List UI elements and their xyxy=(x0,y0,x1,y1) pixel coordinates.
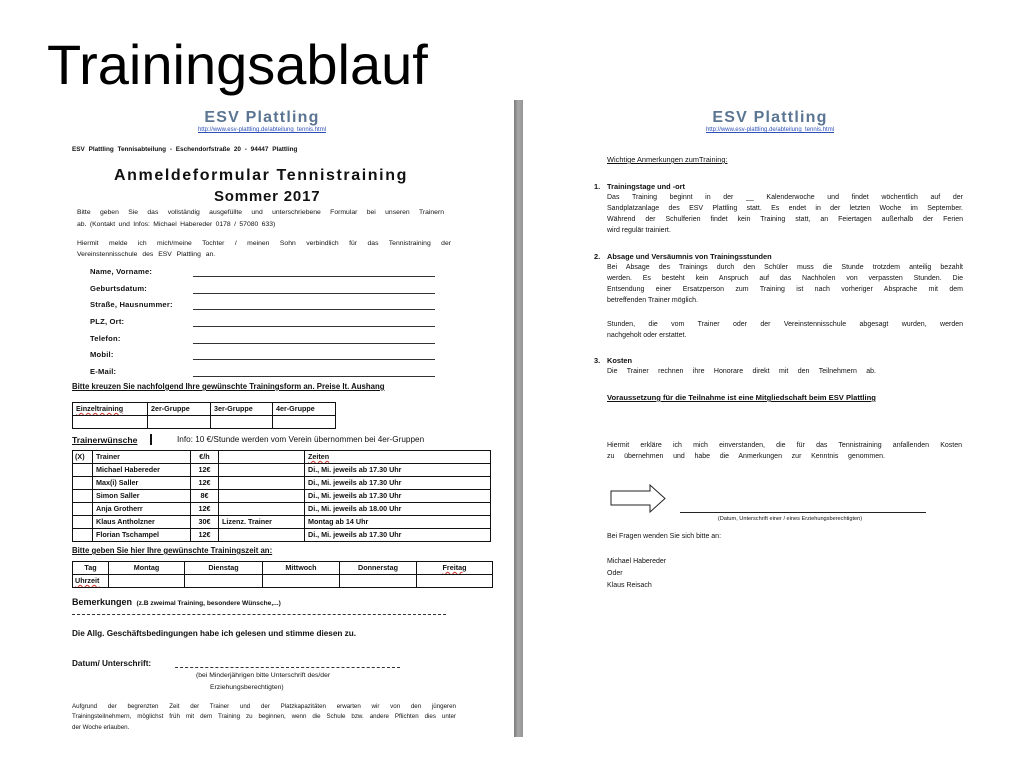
field-line-city xyxy=(193,326,435,327)
trainer-note xyxy=(219,490,305,503)
trainer-select-cell xyxy=(73,503,93,516)
consent-line: zu übernehmen und habe die Anmerkungen zur Kenntnis genommen. xyxy=(607,453,885,460)
training-form-checkbox-cell xyxy=(273,416,336,429)
trainer-rate: 12€ xyxy=(191,503,219,516)
remarks-hint: (z.B zweimal Training, besondere Wünsche,...) xyxy=(136,600,281,607)
trainer-row xyxy=(73,529,491,542)
trainer-row xyxy=(73,464,491,477)
signature-note-line: Erziehungsberechtigten) xyxy=(210,684,284,691)
page-divider xyxy=(514,100,523,737)
trainer-note: Lizenz. Trainer xyxy=(219,516,305,529)
trainer-note xyxy=(219,529,305,542)
trainer-select-cell xyxy=(73,464,93,477)
trainer-table xyxy=(72,450,491,542)
trainer-select-cell xyxy=(73,516,93,529)
column-header-note xyxy=(219,451,305,464)
training-option-label: Einzeltraining xyxy=(76,404,124,413)
signature-dashed-line xyxy=(175,667,400,668)
section-line: Die Trainer rechnen ihre Honorare direkt mit den Teilnehmern ab. xyxy=(607,368,876,375)
contact-separator: Oder xyxy=(607,570,623,577)
trainer-times: Montag ab 14 Uhr xyxy=(305,516,491,529)
training-option: 3er-Gruppe xyxy=(211,403,273,416)
intro-line: ab. (Kontakt und Infos: Michael Habereder 0178 / 57080 633) xyxy=(77,221,276,228)
section-line: nachgeholt oder erstattet. xyxy=(607,332,687,339)
time-entry-cell xyxy=(340,575,417,588)
time-row-label xyxy=(73,575,109,588)
section-number: 3. xyxy=(594,356,601,365)
training-form-table xyxy=(72,402,336,429)
trainer-name: Max(i) Saller xyxy=(93,477,191,490)
trainer-times: Di., Mi. jeweils ab 17.30 Uhr xyxy=(305,464,491,477)
column-header-select: (X) xyxy=(73,451,93,464)
training-form-checkbox-row xyxy=(73,416,336,429)
membership-requirement: Voraussetzung für die Teilnahme ist eine Mitgliedschaft beim ESV Plattling xyxy=(607,393,876,402)
section-title: Trainingstage und -ort xyxy=(607,182,686,191)
notes-club-header: ESV Plattling xyxy=(712,109,828,126)
trainer-name: Anja Grotherr xyxy=(93,503,191,516)
trainer-times: Di., Mi. jeweils ab 17.30 Uhr xyxy=(305,529,491,542)
signature-label: Datum/ Unterschrift: xyxy=(72,659,152,668)
column-header-rate: €/h xyxy=(191,451,219,464)
field-label-name: Name, Vorname: xyxy=(90,267,153,276)
training-form-options-row xyxy=(73,403,336,416)
trainer-row xyxy=(73,490,491,503)
right-arrow-icon xyxy=(609,484,667,514)
training-option: 2er-Gruppe xyxy=(148,403,211,416)
registration-line: Hiermit melde ich mich/meine Tochter / meinen Sohn verbindlich für das Tennistraining der xyxy=(77,240,451,247)
contact-name: Michael Habereder xyxy=(607,558,667,565)
day-header: Dienstag xyxy=(185,562,263,575)
time-row-label-text: Uhrzeit xyxy=(75,576,100,585)
time-table-header xyxy=(73,562,493,575)
trainer-note xyxy=(219,464,305,477)
field-line-street xyxy=(193,309,435,310)
trainer-note xyxy=(219,503,305,516)
training-option: 4er-Gruppe xyxy=(273,403,336,416)
training-form-checkbox-cell xyxy=(211,416,273,429)
trainer-select-cell xyxy=(73,477,93,490)
notes-heading: Wichtige Anmerkungen zumTraining: xyxy=(607,155,728,164)
trainer-wishes-info: Info: 10 €/Stunde werden vom Verein übernommen bei 4er-Gruppen xyxy=(177,435,425,444)
trainer-rate: 8€ xyxy=(191,490,219,503)
training-option xyxy=(73,403,148,416)
signature-line xyxy=(680,512,926,513)
section-line: Während der Schulferien findet kein Training statt, an Feiertagen außerhalb der Ferien xyxy=(607,216,963,223)
trainer-row xyxy=(73,477,491,490)
trainer-name: Klaus Antholzner xyxy=(93,516,191,529)
field-label-email: E-Mail: xyxy=(90,367,117,376)
trainer-row xyxy=(73,516,491,529)
day-header-label: Freitag xyxy=(442,563,467,572)
terms-statement: Die Allg. Geschäftsbedingungen habe ich gelesen und stimme diesen zu. xyxy=(72,629,357,638)
field-label-birthdate: Geburtsdatum: xyxy=(90,284,148,293)
trainer-table-header xyxy=(73,451,491,464)
field-label-street: Straße, Hausnummer: xyxy=(90,300,173,309)
time-preference-table xyxy=(72,561,493,588)
time-entry-cell xyxy=(417,575,493,588)
signature-caption: (Datum, Unterschrift einer / eines Erziehungsberechtigten) xyxy=(717,516,863,522)
remarks-dashed-line xyxy=(72,614,446,615)
day-label: Tag xyxy=(73,562,109,575)
contact-intro: Bei Fragen wenden Sie sich bitte an: xyxy=(607,533,722,540)
form-title: Anmeldeformular Tennistraining xyxy=(114,167,408,184)
day-header xyxy=(417,562,493,575)
consent-line: Hiermit erkläre ich mich einverstanden, die für das Tennistraining anfallenden Kosten xyxy=(607,442,962,449)
section-title: Absage und Versäumnis von Trainingsstunden xyxy=(607,252,772,261)
section-line: betreffenden Trainer möglich. xyxy=(607,297,698,304)
section-line: Das Training beginnt in der __ Kalenderwoche und findet wöchentlich auf der xyxy=(607,194,963,201)
remarks-label: Bemerkungen xyxy=(72,597,133,607)
training-form-checkbox-cell xyxy=(73,416,148,429)
section-line: Stunden, die vom Trainer oder der Vereinstennisschule abgesagt wurden, werden xyxy=(607,321,963,328)
footnote-line: der Woche erlauben. xyxy=(72,724,130,731)
trainer-note xyxy=(219,477,305,490)
trainer-rate: 12€ xyxy=(191,529,219,542)
signature-note-line: (bei Minderjährigen bitte Unterschrift des/der xyxy=(196,672,331,679)
field-line-birthdate xyxy=(193,293,435,294)
trainer-row xyxy=(73,503,491,516)
trainer-times: Di., Mi. jeweils ab 17.30 Uhr xyxy=(305,490,491,503)
field-line-email xyxy=(193,376,435,377)
time-entry-cell xyxy=(109,575,185,588)
form-website-link: http://www.esv-plattling.de/abteilung_tennis.html xyxy=(197,127,327,133)
form-season: Sommer 2017 xyxy=(214,188,321,205)
field-line-name xyxy=(193,276,435,277)
section-line: wird regulär trainiert. xyxy=(607,227,671,234)
day-header: Mittwoch xyxy=(263,562,340,575)
column-header-times-label: Zeiten xyxy=(308,452,330,461)
footnote-line: Aufgrund der begrenzten Zeit der Trainer und der Platzkapazitäten erwarten wir von den jüngeren xyxy=(72,703,456,710)
trainer-rate: 12€ xyxy=(191,464,219,477)
training-form-heading: Bitte kreuzen Sie nachfolgend Ihre gewünschte Trainingsform an. Preise lt. Aushang xyxy=(72,382,385,391)
section-line: Entsendung einer Ersatzperson zum Training ist nach vorheriger Absprache mit dem xyxy=(607,286,963,293)
trainer-rate: 12€ xyxy=(191,477,219,490)
trainer-select-cell xyxy=(73,529,93,542)
section-line: Sandplatzanlage des ESV Plattling statt. Es endet in der letzten Woche im September. xyxy=(607,205,963,212)
field-line-mobile xyxy=(193,359,435,360)
intro-line: Bitte geben Sie das vollständig ausgefüllte und unterschriebene Formular bei unseren Trainern xyxy=(77,209,444,216)
registration-line: Vereinstennisschule des ESV Plattling an. xyxy=(77,251,216,258)
time-preference-heading: Bitte geben Sie hier Ihre gewünschte Trainingszeit an: xyxy=(72,546,273,555)
column-header-times xyxy=(305,451,491,464)
contact-name: Klaus Reisach xyxy=(607,582,652,589)
time-entry-cell xyxy=(263,575,340,588)
section-number: 2. xyxy=(594,252,601,261)
section-line: Bei Absage des Trainings durch den Schüler muss die Stunde trotzdem anteilig bezahlt xyxy=(607,264,963,271)
trainer-times: Di., Mi. jeweils ab 17.30 Uhr xyxy=(305,477,491,490)
time-entry-cell xyxy=(185,575,263,588)
section-line: werden. Es besteht kein Anspruch auf das Nachholen von verpassten Stunden. Die xyxy=(607,275,963,282)
day-header: Donnerstag xyxy=(340,562,417,575)
field-line-phone xyxy=(193,343,435,344)
column-header-trainer: Trainer xyxy=(93,451,191,464)
remarks-label-row xyxy=(72,595,281,607)
text-cursor xyxy=(150,434,152,445)
field-label-phone: Telefon: xyxy=(90,334,121,343)
trainer-times: Di., Mi. jeweils ab 18.00 Uhr xyxy=(305,503,491,516)
form-address: ESV Plattling Tennisabteilung - Eschendorfstraße 20 - 94447 Plattling xyxy=(72,146,298,153)
footnote-line: Trainingsteilnehmern, möglichst früh mit dem Training zu beginnen, wenn die Schule bzw. andere Pflichten dies unter xyxy=(72,713,456,720)
trainer-name: Simon Saller xyxy=(93,490,191,503)
trainer-name: Florian Tschampel xyxy=(93,529,191,542)
day-header: Montag xyxy=(109,562,185,575)
field-label-city: PLZ, Ort: xyxy=(90,317,125,326)
trainer-name: Michael Habereder xyxy=(93,464,191,477)
form-club-header: ESV Plattling xyxy=(204,109,320,126)
trainer-select-cell xyxy=(73,490,93,503)
section-number: 1. xyxy=(594,182,601,191)
notes-website-link: http://www.esv-plattling.de/abteilung_tennis.html xyxy=(705,127,835,133)
field-label-mobile: Mobil: xyxy=(90,350,114,359)
section-title: Kosten xyxy=(607,356,633,365)
trainer-rate: 30€ xyxy=(191,516,219,529)
trainer-wishes-heading: Trainerwünsche xyxy=(72,435,138,445)
time-table-row xyxy=(73,575,493,588)
slide-title: Trainingsablauf xyxy=(47,33,428,96)
training-form-checkbox-cell xyxy=(148,416,211,429)
